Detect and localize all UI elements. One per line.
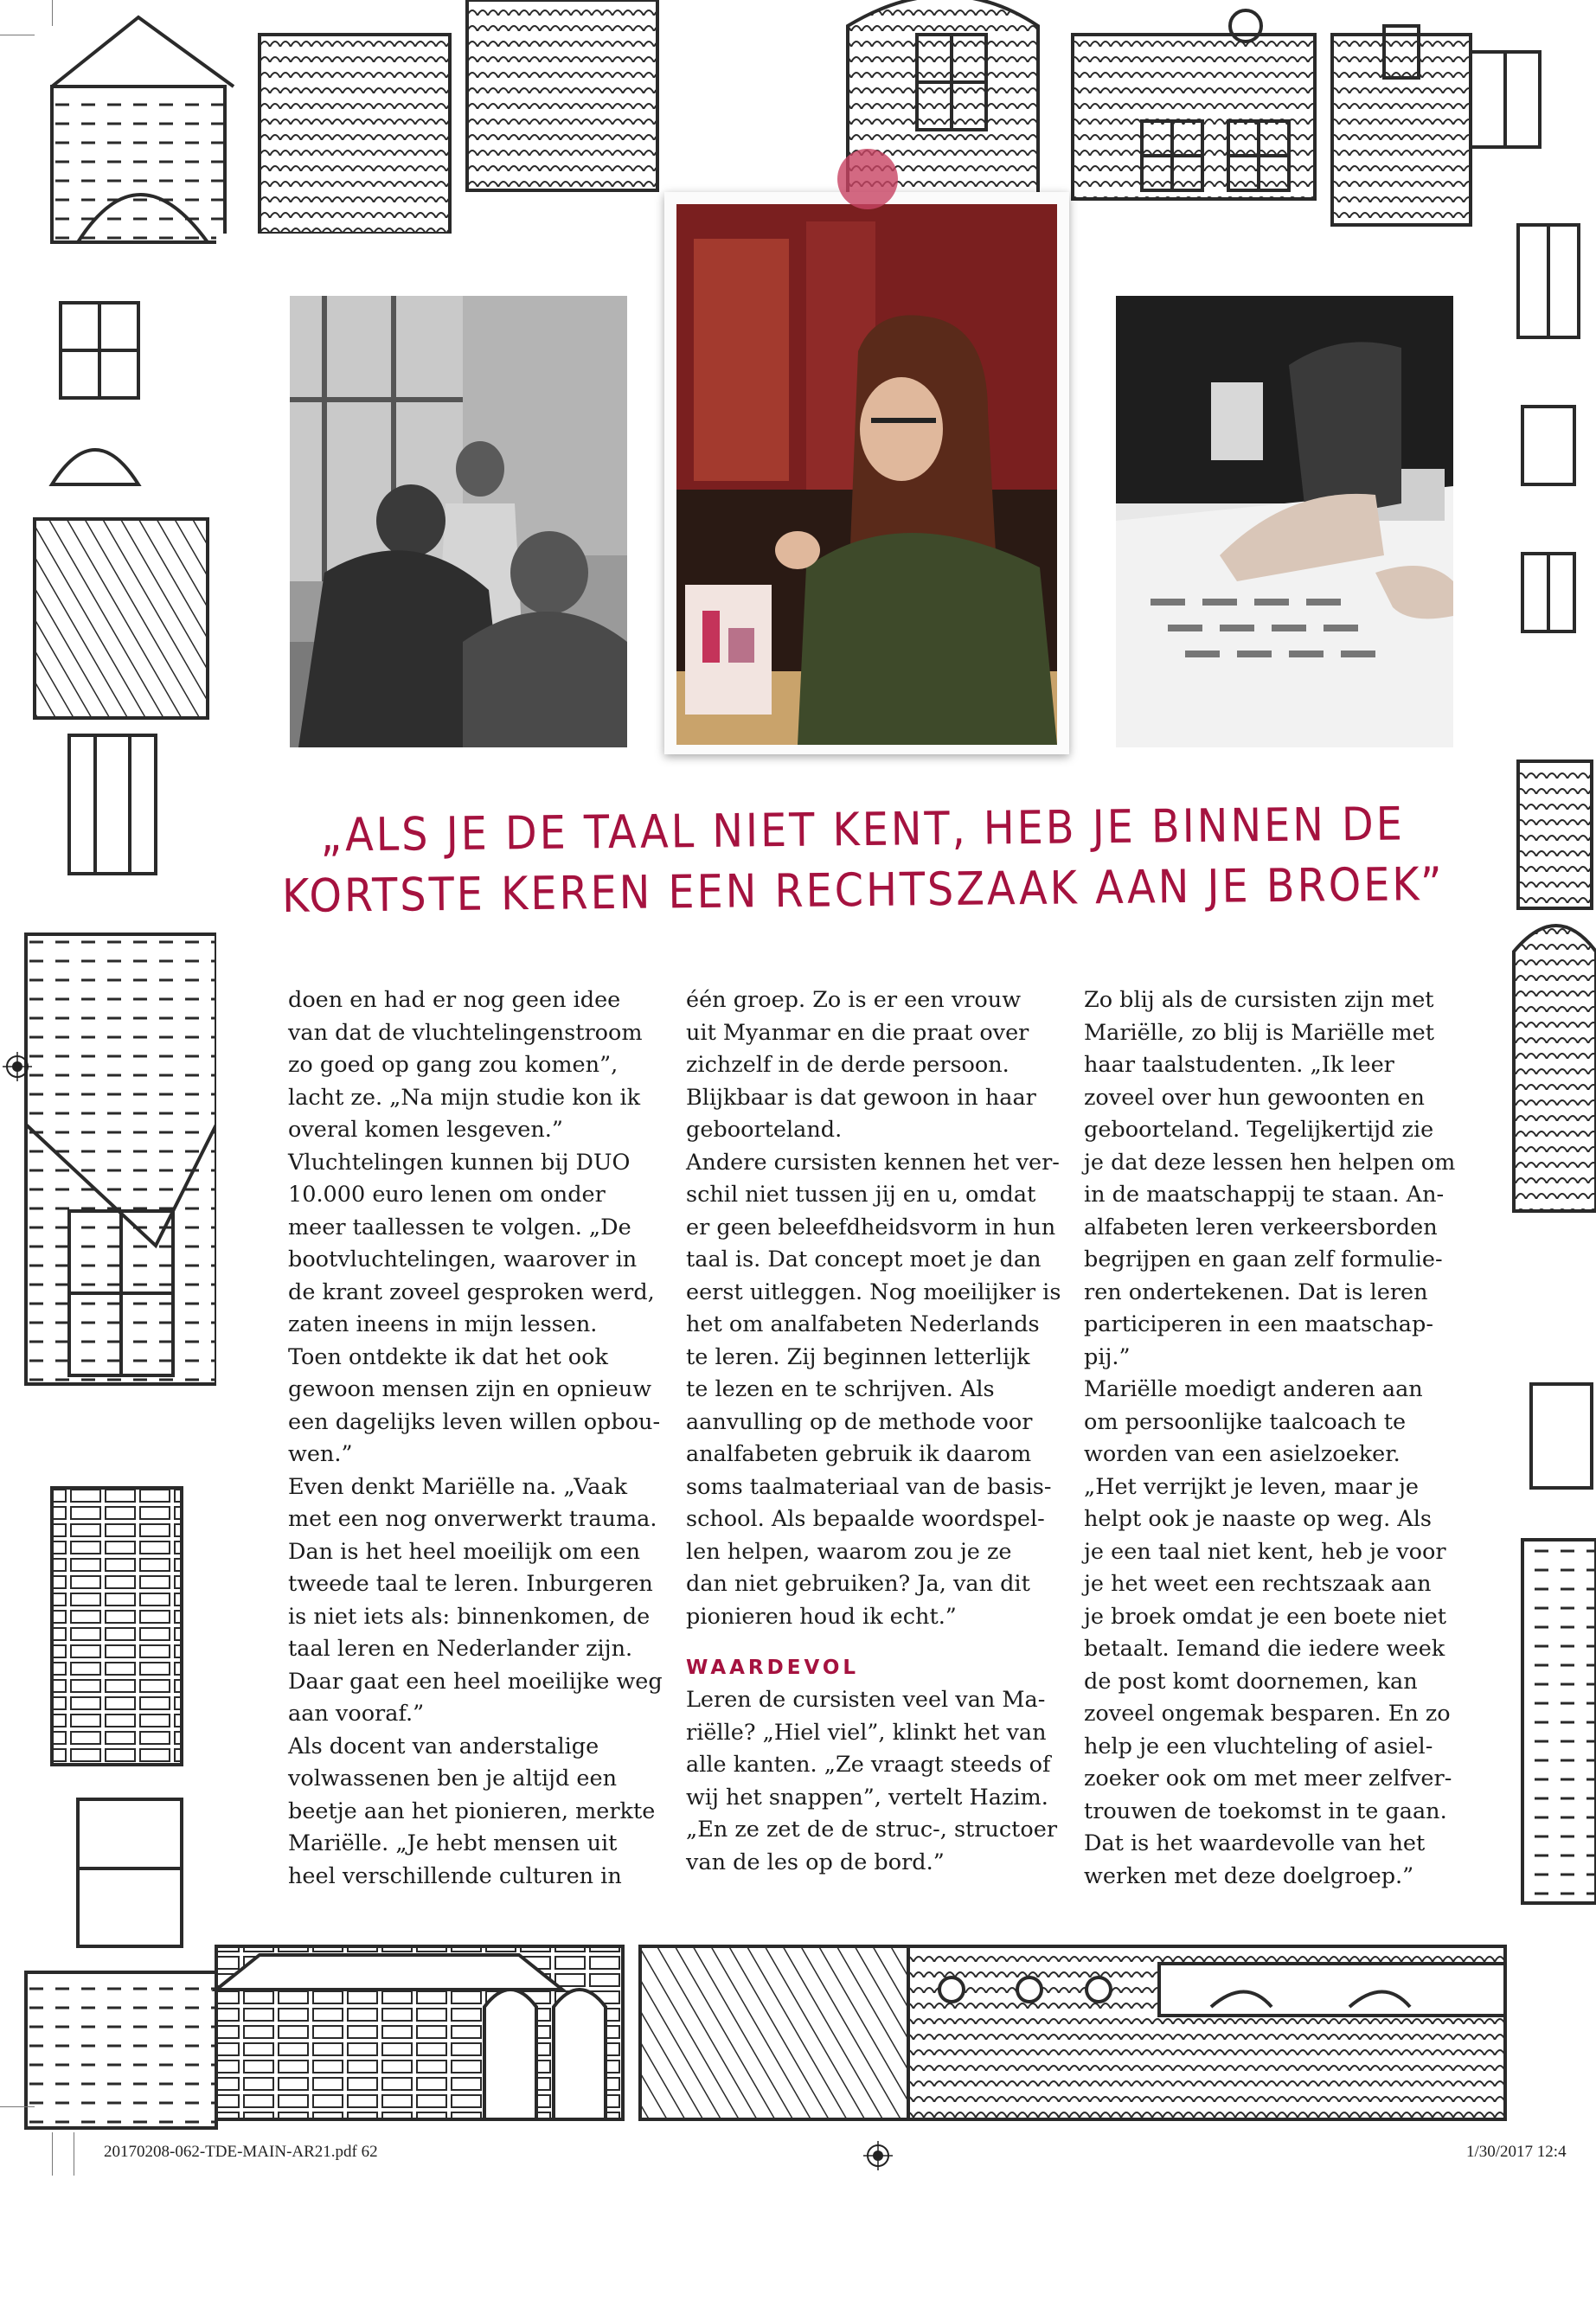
- text-line: pionieren houd ik echt.”: [686, 1603, 957, 1630]
- text-line: „Het verrijkt je leven, maar je: [1084, 1473, 1419, 1500]
- text-line: van dat de vluchtelingenstroom: [288, 1019, 643, 1046]
- text-line: Daar gaat een heel moeilijke weg: [288, 1668, 663, 1695]
- text-line: soms taalmateriaal van de basis-: [686, 1473, 1052, 1500]
- text-line: alle kanten. „Ze vraagt steeds of: [686, 1752, 1051, 1778]
- text-line: om persoonlijke taalcoach te: [1084, 1408, 1407, 1435]
- text-line: Mariëlle. „Je hebt mensen uit: [288, 1830, 618, 1856]
- text-line: bootvluchtelingen, waarover in: [288, 1247, 638, 1272]
- text-column-3: [1084, 984, 1456, 1893]
- registration-mark-icon: [863, 2141, 893, 2170]
- headline-line-1: „ALS JE DE TAAL NIET KENT, HEB JE BINNEN DE: [320, 798, 1406, 862]
- text-line: zaten ineens in mijn lessen.: [288, 1311, 598, 1337]
- text-column-1: [288, 984, 663, 1893]
- article-body: [216, 234, 1509, 1933]
- text-line: overal komen lesgeven.”: [288, 1117, 563, 1143]
- text-line: tweede taal te leren. Inburgeren: [288, 1571, 653, 1597]
- text-line: zichzelf in de derde persoon.: [686, 1052, 1010, 1078]
- text-line: de krant zoveel gesproken werd,: [288, 1279, 655, 1305]
- crop-mark: [0, 2106, 35, 2107]
- text-line: te leren. Zij beginnen letterlijk: [686, 1343, 1030, 1370]
- text-line: Mariëlle, zo blij is Mariëlle met: [1084, 1019, 1435, 1046]
- photo-frame: [664, 192, 1069, 754]
- registration-mark-icon: [3, 1052, 32, 1081]
- section-subhead: WAARDEVOL: [686, 1657, 860, 1679]
- text-line: Zo blij als de cursisten zijn met: [1084, 987, 1434, 1013]
- photo-classroom: [290, 296, 627, 747]
- text-line: begrijpen en gaan zelf formulie-: [1084, 1247, 1443, 1272]
- text-line: taal leren en Nederlander zijn.: [288, 1636, 633, 1662]
- text-line: taal is. Dat concept moet je dan: [686, 1247, 1042, 1272]
- text-line: geboorteland. Tegelijkertijd zie: [1084, 1117, 1434, 1143]
- print-slug-date: 1/30/2017 12:4: [1466, 2143, 1567, 2161]
- text-line: Andere cursisten kennen het ver-: [686, 1149, 1060, 1176]
- text-line: meer taallessen te volgen. „De: [288, 1214, 631, 1240]
- text-line: dan niet gebruiken? Ja, van dit: [686, 1571, 1030, 1597]
- text-line: help je een vluchteling of asiel-: [1084, 1733, 1433, 1759]
- text-line: schil niet tussen jij en u, omdat: [686, 1182, 1036, 1208]
- pull-quote-headline: [215, 793, 1509, 928]
- text-line: Toen ontdekte ik dat het ook: [288, 1343, 608, 1370]
- text-line: werken met deze doelgroep.”: [1084, 1862, 1414, 1889]
- text-line: doen en had er nog geen idee: [288, 987, 621, 1013]
- text-line: de post komt doornemen, kan: [1084, 1668, 1418, 1695]
- text-line: haar taalstudenten. „Ik leer: [1084, 1052, 1394, 1078]
- text-line: zo goed op gang zou komen”,: [288, 1052, 619, 1078]
- text-line: helpt ook je naaste op weg. Als: [1084, 1506, 1432, 1532]
- text-line: heel verschillende culturen in: [288, 1862, 622, 1889]
- text-line: pij.”: [1084, 1343, 1131, 1370]
- text-line: wij het snappen”, vertelt Hazim.: [686, 1784, 1048, 1811]
- text-line: in de maatschappij te staan. An-: [1084, 1182, 1445, 1208]
- text-line: beetje aan het pionieren, merkte: [288, 1798, 656, 1824]
- text-line: is niet iets als: binnenkomen, de: [288, 1603, 651, 1630]
- text-line: „En ze zet de de struc-, structoer: [686, 1817, 1058, 1843]
- text-line: van de les op de bord.”: [686, 1849, 945, 1875]
- text-line: je een taal niet kent, heb je voor: [1084, 1538, 1446, 1565]
- thumbtack-icon: [837, 149, 898, 209]
- text-line: Vluchtelingen kunnen bij DUO: [288, 1149, 631, 1176]
- text-line: worden van een asielzoeker.: [1084, 1441, 1401, 1467]
- text-line: analfabeten gebruik ik daarom: [686, 1441, 1032, 1467]
- text-line: eerst uitleggen. Nog moeilijker is: [686, 1279, 1061, 1305]
- text-line: len helpen, waarom zou je ze: [686, 1538, 1012, 1565]
- text-line: een dagelijks leven willen opbou-: [288, 1408, 661, 1435]
- text-line: Even denkt Mariëlle na. „Vaak: [288, 1473, 628, 1500]
- photo-teacher-portrait: [676, 204, 1057, 745]
- text-line: Als docent van anderstalige: [288, 1733, 599, 1759]
- text-line: het om analfabeten Nederlands: [686, 1311, 1040, 1337]
- text-line: zoveel ongemak besparen. En zo: [1084, 1701, 1451, 1727]
- text-line: trouwen de toekomst in te gaan.: [1084, 1798, 1447, 1824]
- text-line: uit Myanmar en die praat over: [686, 1019, 1029, 1046]
- text-line: ren ondertekenen. Dat is leren: [1084, 1279, 1428, 1305]
- text-line: geboorteland.: [686, 1117, 843, 1143]
- text-line: Dan is het heel moeilijk om een: [288, 1538, 641, 1565]
- headline-line-2: KORTSTE KEREN EEN RECHTSZAAK AAN JE BROEK”: [281, 857, 1445, 924]
- text-line: één groep. Zo is er een vrouw: [686, 987, 1022, 1013]
- text-line: met een nog onverwerkt trauma.: [288, 1506, 657, 1532]
- text-line: 10.000 euro lenen om onder: [288, 1182, 606, 1208]
- text-line: er geen beleefdheidsvorm in hun: [686, 1214, 1056, 1240]
- text-line: je het weet een rechtszaak aan: [1084, 1571, 1432, 1597]
- text-line: zoeker ook om met meer zelfver-: [1084, 1766, 1452, 1791]
- text-line: zoveel over hun gewoonten en: [1084, 1084, 1425, 1111]
- crop-mark: [52, 2132, 53, 2176]
- text-line: participeren in een maatschap-: [1084, 1311, 1433, 1337]
- text-line: Mariëlle moedigt anderen aan: [1084, 1376, 1423, 1402]
- text-line: wen.”: [288, 1441, 353, 1467]
- text-line: aanvulling op de methode voor: [686, 1408, 1033, 1435]
- text-line: Blijkbaar is dat gewoon in haar: [686, 1084, 1036, 1111]
- text-line: lacht ze. „Na mijn studie kon ik: [288, 1084, 641, 1111]
- text-column-2: [686, 984, 1061, 1879]
- text-line: Dat is het waardevolle van het: [1084, 1830, 1426, 1856]
- crop-mark: [52, 0, 53, 26]
- text-line: riëlle? „Hiel viel”, klinkt het van: [686, 1719, 1047, 1746]
- text-line: te lezen en te schrijven. Als: [686, 1376, 995, 1402]
- text-line: Leren de cursisten veel van Ma-: [686, 1687, 1046, 1713]
- print-slug-filename: 20170208-062-TDE-MAIN-AR21.pdf 62: [104, 2143, 378, 2161]
- text-line: gewoon mensen zijn en opnieuw: [288, 1376, 652, 1402]
- text-line: je dat deze lessen hen helpen om: [1084, 1149, 1456, 1176]
- text-line: alfabeten leren verkeersborden: [1084, 1214, 1438, 1240]
- text-line: aan vooraf.”: [288, 1701, 425, 1727]
- text-line: je broek omdat je een boete niet: [1084, 1603, 1446, 1630]
- photo-hand-pointing: [1116, 296, 1453, 747]
- text-line: school. Als bepaalde woordspel-: [686, 1506, 1045, 1532]
- text-line: volwassenen ben je altijd een: [288, 1766, 617, 1791]
- text-line: betaalt. Iemand die iedere week: [1084, 1636, 1445, 1662]
